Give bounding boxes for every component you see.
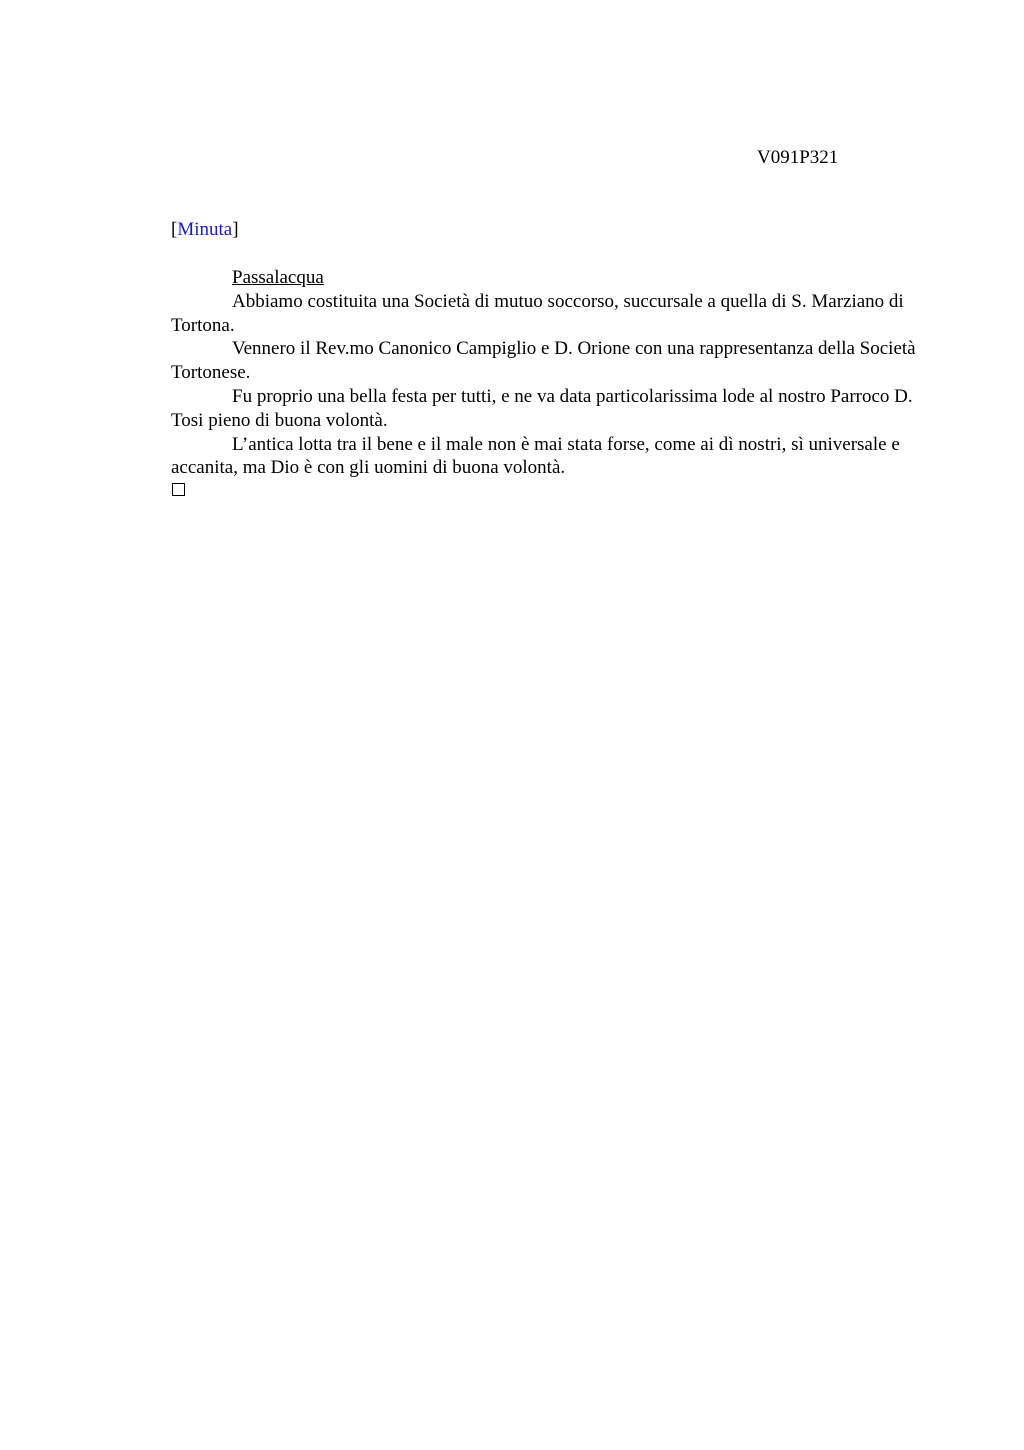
empty-square-icon xyxy=(172,483,185,496)
document-type-link[interactable]: Minuta xyxy=(177,219,233,240)
page-code: V091P321 xyxy=(757,147,839,168)
document-type-open-bracket: [ xyxy=(171,219,178,240)
document-type-close-bracket: ] xyxy=(232,219,239,240)
letter-body xyxy=(171,266,931,480)
paragraph: Vennero il Rev.mo Canonico Campiglio e D. Orione con una rappresentanza della Società Tortonese. xyxy=(171,338,916,384)
recipient-line xyxy=(171,266,931,290)
recipient-name: Passalacqua xyxy=(232,267,324,288)
paragraph: Fu proprio una bella festa per tutti, e ne va data particolarissima lode al nostro Parroco D. Tosi pieno di buona volontà. xyxy=(171,385,913,431)
paragraph: L’antica lotta tra il bene e il male non è mai stata forse, come ai dì nostri, sì universale e accanita, ma Dio è con gli uomini di buona volontà. xyxy=(171,433,900,479)
paragraph: Abbiamo costituita una Società di mutuo soccorso, succursale a quella di S. Marziano di Tortona. xyxy=(171,290,904,336)
document-type xyxy=(171,218,239,242)
